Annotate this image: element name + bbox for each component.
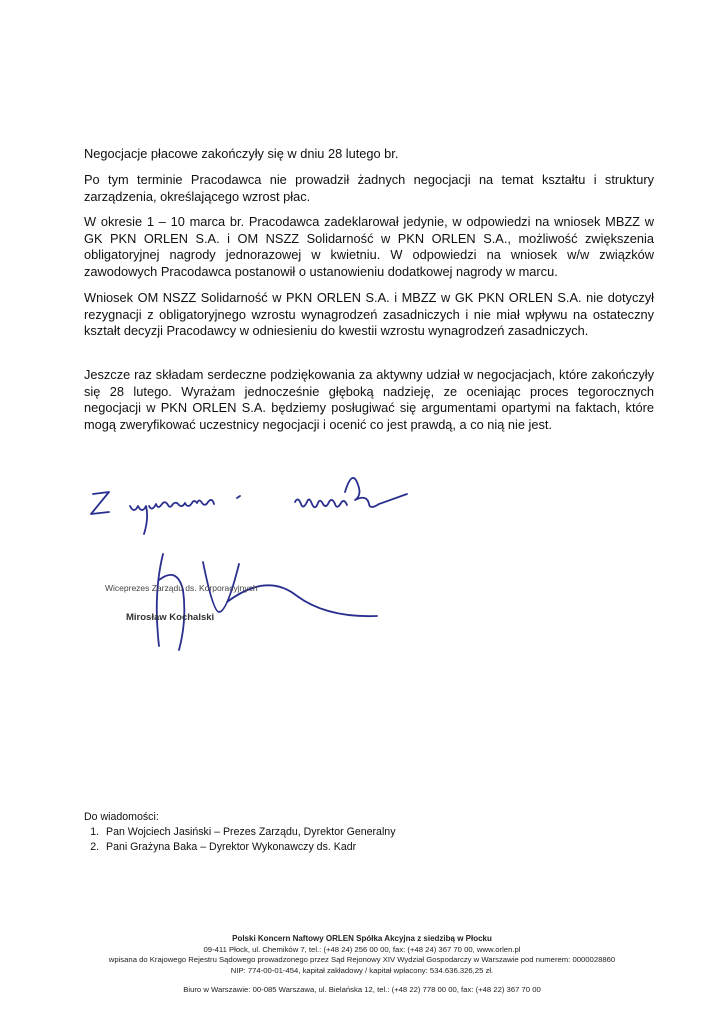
handwritten-closing-and-signature-icon <box>75 462 495 662</box>
letter-paragraph-2 <box>84 172 654 205</box>
letter-paragraph-1 <box>84 146 654 163</box>
cc-list <box>84 825 396 855</box>
paragraph-text: Po tym terminie Pracodawca nie prowadził żadnych negocjacji na temat kształtu i struktury zarządzenia, określającego wzrost płac. <box>84 172 654 204</box>
footer-nip: NIP: 774-00-01-454, kapitał zakładowy / kapitał wpłacony: 534.636.326,25 zł. <box>230 965 494 975</box>
letter-paragraph-3 <box>84 214 654 280</box>
cc-heading: Do wiadomości: <box>84 811 159 823</box>
signatory-title: Wiceprezes Zarządu ds. Korporacyjnych <box>105 583 258 593</box>
paragraph-text: Negocjacje płacowe zakończyły się w dniu 28 lutego br. <box>84 146 399 161</box>
paragraph-text: Jeszcze raz składam serdeczne podziękowania za aktywny udział w negocjacjach, które zakończyły się 28 lutego. Wyrażam jednocześnie głęboką nadzieję, ze oceniając proces tegorocznych negocjacji w PKN ORLEN S.A. będziemy posługiwać się argumentami opartymi na faktach, które mogą zweryfikować uczestnicy negocjacji i ocenić co jest prawdą, a co nią nie jest. <box>84 367 654 432</box>
footer-registry: wpisana do Krajowego Rejestru Sądowego prowadzonego przez Sąd Rejonowy XIV Wydział Gospodarczy w Warszawie pod numerem: 0000028860 <box>108 955 616 964</box>
paragraph-text: Wniosek OM NSZZ Solidarność w PKN ORLEN S.A. i MBZZ w GK PKN ORLEN S.A. nie dotyczył rezygnacji z obligatoryjnego wzrostu wynagrodzeń zasadniczych i nie miał wpływu na ostateczny kształt decyzji Pracodawcy w odniesieniu do kwestii wzrostu wynagrodzeń zasadniczych. <box>84 290 654 339</box>
footer-warsaw-office-text: Biuro w Warszawie: 00-085 Warszawa, ul. Bielańska 12, tel.: (+48 22) 778 00 00, fax: (+48 22) 367 70 00 <box>183 985 541 994</box>
footer-address: 09-411 Płock, ul. Chemików 7, tel.: (+48 24) 256 00 00, fax: (+48 24) 367 70 00, www.orlen.pl <box>203 944 521 954</box>
letter-paragraph-4 <box>84 290 654 340</box>
cc-section <box>84 810 396 855</box>
list-item: 1. Pan Wojciech Jasiński – Prezes Zarządu, Dyrektor Generalny <box>102 825 396 840</box>
footer-company-info <box>0 934 724 976</box>
footer-warsaw-office <box>0 985 724 996</box>
letter-paragraph-5 <box>84 367 654 433</box>
signature-block <box>75 462 495 662</box>
signatory-name: Mirosław Kochalski <box>126 612 215 623</box>
footer-company-name: Polski Koncern Naftowy ORLEN Spółka Akcyjna z siedzibą w Płocku <box>232 934 492 943</box>
paragraph-text: W okresie 1 – 10 marca br. Pracodawca zadeklarował jedynie, w odpowiedzi na wniosek MBZZ w GK PKN ORLEN S.A. i OM NSZZ Solidarność w PKN ORLEN S.A., możliwość zwiększenia obligatoryjnej nagrody jednorazowej w kwietniu. W odpowiedzi na wniosek w/w związków zawodowych Pracodawca postanowił o ustanowieniu dodatkowej nagrody w marcu. <box>84 214 654 279</box>
list-item: 2. Pani Grażyna Baka – Dyrektor Wykonawczy ds. Kadr <box>102 840 396 855</box>
